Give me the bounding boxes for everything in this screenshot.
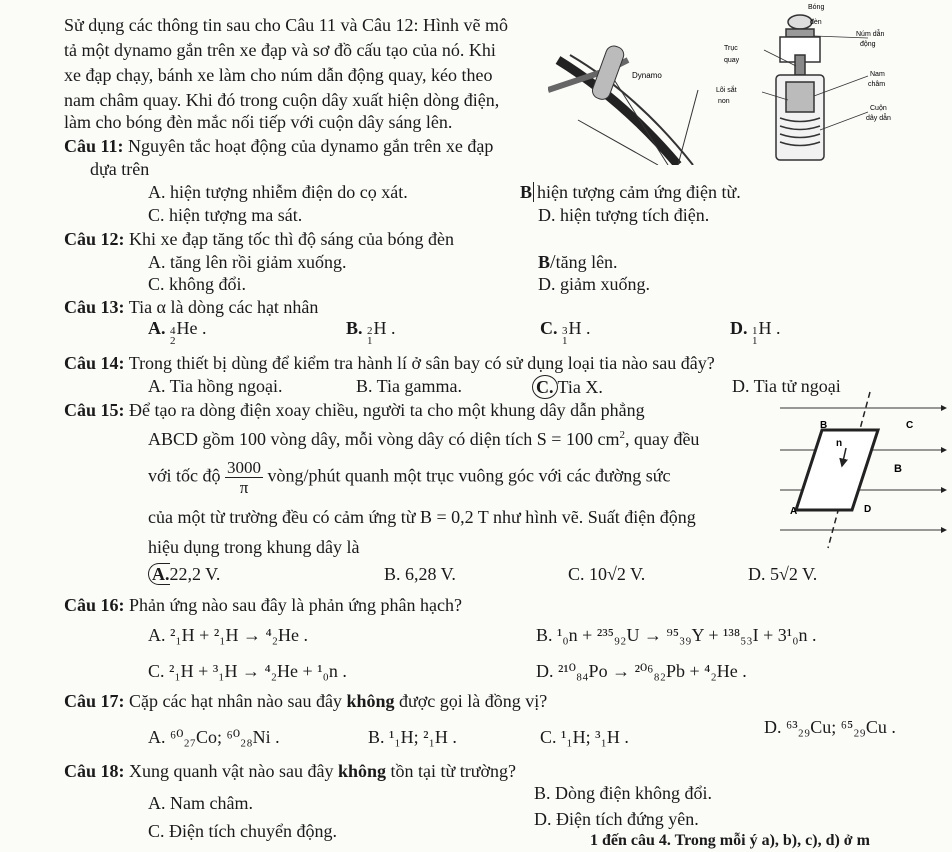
q15-stem-1 <box>64 399 645 421</box>
q15-stem-2: ABCD gồm 100 vòng dây, mỗi vòng dây có diện tích S = 100 $cm^2$, quay đều <box>148 429 700 449</box>
q12-option-d[interactable]: D. giảm xuống. <box>538 274 650 294</box>
bulb-label: Bóng <box>808 4 825 11</box>
q12-option-a[interactable]: A. tăng lên rồi giảm xuống. <box>148 252 347 272</box>
q11-option-c[interactable]: C. hiện tượng ma sát. <box>148 205 303 225</box>
dynamo-label: Dynamo <box>632 71 662 80</box>
q18-label: Câu 18: <box>64 761 125 781</box>
dynamo-schematic <box>762 15 868 160</box>
fig-label-b: B <box>820 420 828 431</box>
coil-label: Cuộn <box>870 105 887 112</box>
q13-option-a[interactable] <box>148 317 207 346</box>
q17-stem: Câu 17: Cặp các hạt nhân nào sau đây không được gọi là đồng vị? <box>64 691 548 711</box>
q11-option-d[interactable]: D. hiện tượng tích điện. <box>538 205 710 225</box>
q11-text: Nguyên tắc hoạt động của dynamo gắn trên xe đạp <box>128 136 494 156</box>
q13-option-a-letter: A. <box>148 318 166 338</box>
q11-option-b-letter: B <box>520 182 533 202</box>
q15-option-a[interactable] <box>148 563 220 585</box>
q16-option-c[interactable]: C. ²₁H + ³₁H → ⁴₂He + ¹₀n . <box>148 661 347 681</box>
knob-label-2: động <box>860 41 876 48</box>
bulb-label-2: đèn <box>810 19 822 26</box>
q15-stem-4: của một từ trường đều có cảm ứng từ B = 0,2 T như hình vẽ. Suất điện động <box>148 507 696 527</box>
q16-option-b[interactable]: B. ¹₀n + ²³⁵₉₂U → ⁹⁵₃₉Y + ¹³⁸₅₃I + 3¹₀n . <box>536 625 817 645</box>
q15-text-1: Để tạo ra dòng điện xoay chiều, người ta cho một khung dây dẫn phẳng <box>129 400 645 420</box>
q12-option-c[interactable]: C. không đổi. <box>148 274 247 294</box>
q11-stem <box>64 135 493 157</box>
q11-stem-2: dựa trên <box>90 159 150 179</box>
fig-label-c: C <box>906 420 914 431</box>
q12-text: Khi xe đạp tăng tốc thì độ sáng của bóng đèn <box>129 229 454 249</box>
axle-label-2: quay <box>724 57 740 64</box>
magnet-label: Nam <box>870 71 885 78</box>
q11-option-a[interactable]: A. hiện tượng nhiễm điện do cọ xát. <box>148 182 408 202</box>
knob-label: Núm dẫn <box>856 31 885 38</box>
fig-label-n: n <box>836 438 843 449</box>
q13-option-b[interactable] <box>346 317 396 346</box>
q13-stem <box>64 296 318 318</box>
footer-text: 1 đến câu 4. Trong mỗi ý a), b), c), d) ở m <box>590 832 870 849</box>
q14-text: Trong thiết bị dùng để kiểm tra hành lí ở sân bay có sử dụng loại tia nào sau đây? <box>128 353 715 373</box>
q13-option-d-nuclide: 1 1 H . <box>752 318 781 347</box>
q13-option-d[interactable] <box>730 317 781 346</box>
q16-label: Câu 16: <box>64 595 125 615</box>
core-label: Lõi sắt <box>716 87 737 94</box>
intro-line-1: Sử dụng các thông tin sau cho Câu 11 và Câu 12: Hình vẽ mô <box>64 15 509 35</box>
q15-option-b[interactable]: B. 6,28 V. <box>384 564 456 584</box>
q13-text: Tia α là dòng các hạt nhân <box>128 297 319 317</box>
q14-option-c[interactable] <box>536 375 603 399</box>
q12-option-b-text: tăng lên. <box>555 252 618 272</box>
q15-option-c[interactable]: C. 10√2 V. <box>568 564 646 584</box>
rotating-frame-figure <box>770 390 952 550</box>
q17-option-a[interactable]: A. ⁶⁰₂₇Co; ⁶⁰₂₈Ni . <box>148 727 280 747</box>
q14-option-c-text: Tia X. <box>557 377 603 397</box>
q14-option-c-letter: C. <box>532 375 558 399</box>
q15-option-a-letter: A. <box>148 563 170 585</box>
q13-option-c[interactable] <box>540 317 591 346</box>
q14-option-b[interactable]: B. Tia gamma. <box>356 376 463 396</box>
bicycle-wheel-icon <box>558 55 698 165</box>
q13-option-d-letter: D. <box>730 318 748 338</box>
q16-option-a[interactable]: A. ²₁H + ²₁H → ⁴₂He . <box>148 625 309 645</box>
q15-option-d[interactable]: D. 5√2 V. <box>748 564 818 584</box>
q12-option-b-letter: B <box>538 252 551 272</box>
q14-stem <box>64 352 715 374</box>
q15-stem-3: với tốc độ $\frac{3000}{\pi}$ vòng/phút quanh một trục vuông góc với các đường sức <box>148 458 671 497</box>
q15-label: Câu 15: <box>64 400 125 420</box>
magnet-label-2: châm <box>868 81 886 88</box>
q17-option-c[interactable]: C. ¹₁H; ³₁H . <box>540 727 629 747</box>
q15-stem-5: hiệu dụng trong khung dây là <box>148 537 360 557</box>
q15-option-a-text: 22,2 V. <box>169 564 221 584</box>
q18-stem: Câu 18: Xung quanh vật nào sau đây không tồn tại từ trường? <box>64 761 517 781</box>
intro-line-5: làm cho bóng đèn mắc nối tiếp với cuộn dây sáng lên. <box>64 112 453 132</box>
fig-label-d: D <box>864 504 872 515</box>
q14-label: Câu 14: <box>64 353 125 373</box>
q13-option-b-nuclide: 2 1 H . <box>367 318 396 347</box>
q14-option-d[interactable]: D. Tia tử ngoại <box>732 376 841 396</box>
fig-label-bvec: B <box>894 463 902 475</box>
q17-option-d[interactable]: D. ⁶³₂₉Cu; ⁶⁵₂₉Cu . <box>764 717 896 737</box>
q11-option-b[interactable] <box>520 181 741 203</box>
q12-stem <box>64 228 454 250</box>
intro-line-2: tả một dynamo gắn trên xe đạp và sơ đồ cấu tạo của nó. Khi <box>64 40 496 60</box>
q18-option-c[interactable]: C. Điện tích chuyển động. <box>148 821 337 841</box>
q13-option-b-letter: B. <box>346 318 363 338</box>
q15-speed-fraction: $\frac{3000}{\pi}$ <box>227 458 262 497</box>
q13-label: Câu 13: <box>64 297 125 317</box>
q14-option-a[interactable]: A. Tia hồng ngoại. <box>148 376 283 396</box>
intro-line-4: nam châm quay. Khi đó trong cuộn dây xuất hiện dòng điện, <box>64 90 500 110</box>
q17-label: Câu 17: <box>64 691 125 711</box>
intro-line-3: xe đạp chạy, bánh xe làm cho núm dẫn động quay, kéo theo <box>64 65 493 85</box>
dynamo-figure <box>548 0 952 165</box>
q11-label: Câu 11: <box>64 136 124 156</box>
q11-option-b-text: hiện tượng cảm ứng điện từ. <box>533 182 741 202</box>
q18-option-d[interactable]: D. Điện tích đứng yên. <box>534 809 699 829</box>
q13-option-c-nuclide: 3 1 H . <box>562 318 591 347</box>
q16-stem <box>64 594 462 616</box>
q12-label: Câu 12: <box>64 229 125 249</box>
q18-option-a[interactable]: A. Nam châm. <box>148 793 253 813</box>
axle-label: Trục <box>724 45 738 52</box>
fig-label-a: A <box>790 506 798 517</box>
q12-option-b-mark: / <box>550 251 556 273</box>
q16-text: Phản ứng nào sau đây là phản ứng phân hạch? <box>129 595 462 615</box>
core-label-2: non <box>718 98 730 105</box>
coil-label-2: dây dẫn <box>866 115 891 122</box>
q17-option-b[interactable]: B. ¹₁H; ²₁H . <box>368 727 457 747</box>
q13-option-c-letter: C. <box>540 318 558 338</box>
q16-option-d[interactable]: D. ²¹⁰₈₄Po → ²⁰⁶₈₂Pb + ⁴₂He . <box>536 661 747 681</box>
q12-option-b[interactable] <box>538 251 618 273</box>
q18-option-b[interactable]: B. Dòng điện không đổi. <box>534 783 712 803</box>
q13-option-a-nuclide: 4 2 He . <box>170 318 207 347</box>
